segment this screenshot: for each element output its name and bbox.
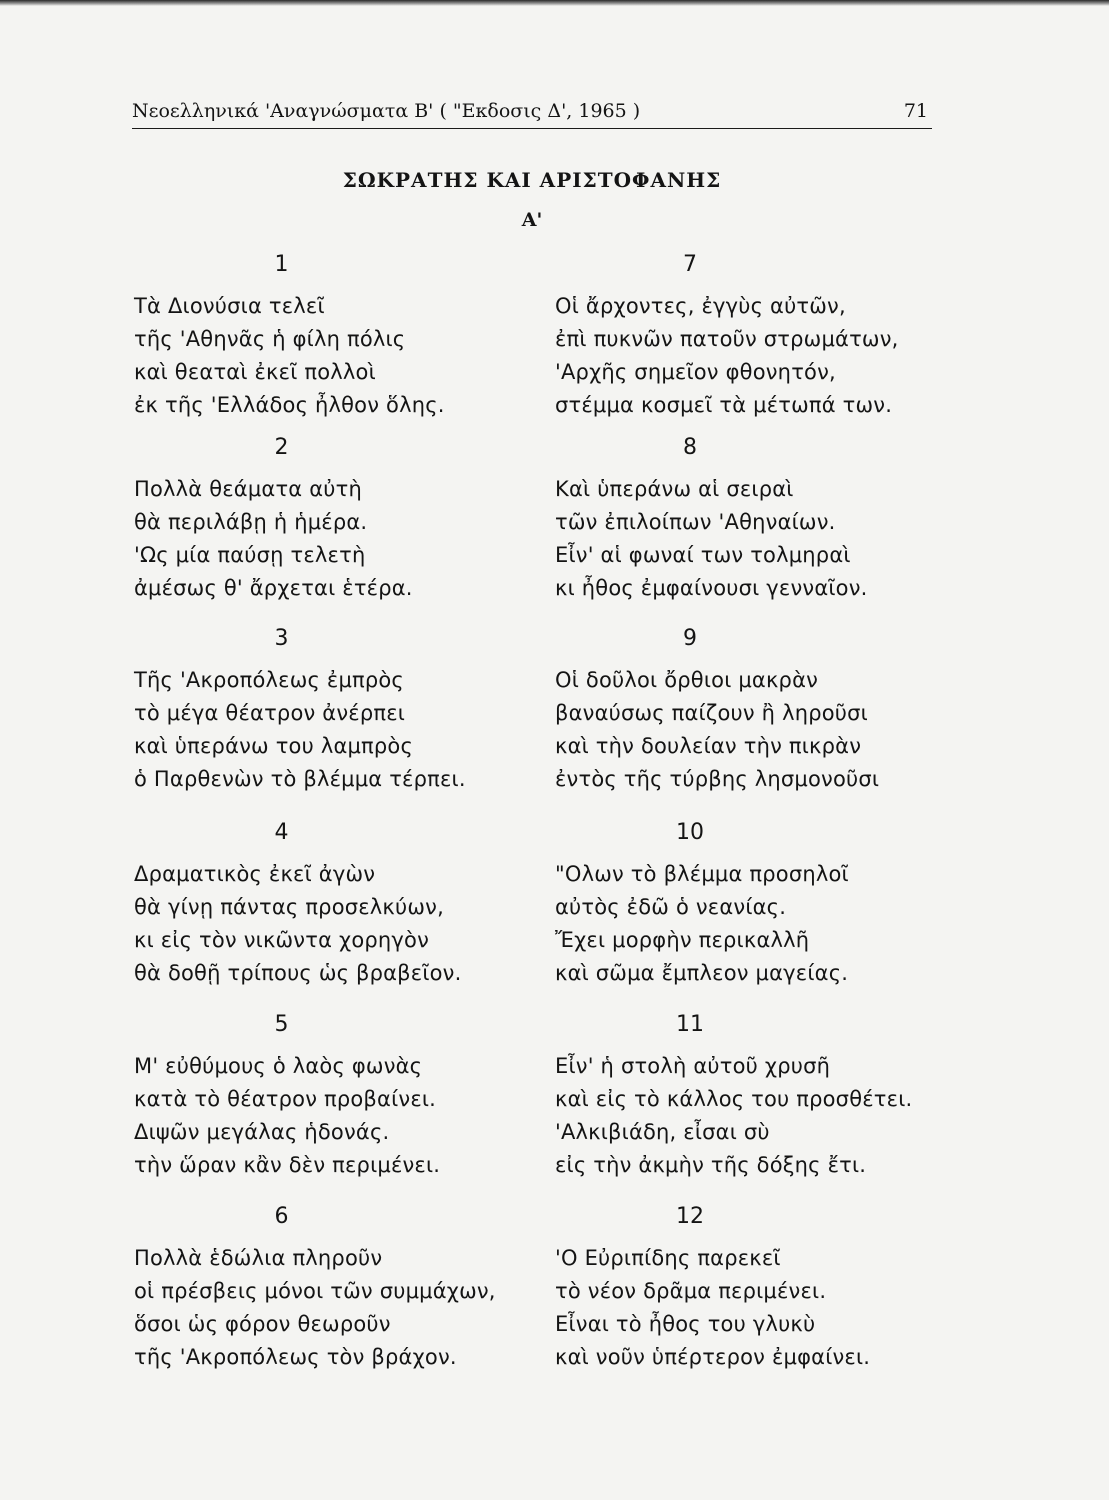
verse-line: ὁ Παρθενὼν τὸ βλέμμα τέρπει. [134,767,466,791]
verse-line: βαναύσως παίζουν ἢ ληροῦσι [555,701,868,725]
verse-line: καὶ τὴν δουλείαν τὴν πικρὰν [555,734,862,758]
stanza-number: 2 [274,435,289,460]
page-header [132,98,932,130]
verse-line: ὅσοι ὡς φόρον θεωροῦν [134,1312,391,1336]
verse-line: 'Αρχῆς σημεῖον φθονητόν, [555,360,836,384]
verse-line: τὸ μέγα θέατρον ἀνέρπει [134,701,406,725]
verse-line: Καὶ ὑπεράνω αἱ σειραὶ [555,477,794,501]
verse-line: Τῆς 'Ακροπόλεως ἐμπρὸς [134,668,404,692]
verse-line: καὶ σῶμα ἔμπλεον μαγείας. [555,961,849,985]
verse-line: Μ' εὐθύμους ὁ λαὸς φωνὰς [134,1054,423,1078]
stanza-number: 6 [274,1204,289,1229]
verse-line: Οἱ δοῦλοι ὄρθιοι μακρὰν [555,668,819,692]
verse-line: αὐτὸς ἐδῶ ὁ νεανίας. [555,895,787,919]
stanza-number: 7 [683,252,697,277]
stanza-number: 4 [274,820,289,845]
page-top-edge [0,0,1109,6]
verse-line: Δραματικὸς ἐκεῖ ἀγὼν [134,862,376,886]
verse-line: Εἶν' αἱ φωναί των τολμηραὶ [555,543,851,567]
verse-line: τῆς 'Ακροπόλεως τὸν βράχον. [134,1345,457,1369]
stanza-number: 1 [274,252,289,277]
verse-line: τὸ νέον δρᾶμα περιμένει. [555,1279,827,1303]
verse-line: Εἶναι τὸ ἦθος του γλυκὺ [555,1312,816,1336]
verse-line: Πολλὰ θεάματα αὐτὴ [134,477,362,501]
stanza-number: 12 [676,1204,704,1229]
verse-line: ἐκ τῆς 'Ελλάδος ἦλθον ὅλης. [134,393,445,417]
stanza-number: 10 [676,820,704,845]
stanza-11 [555,1012,955,1182]
verse-line: 'Ως μία παύσῃ τελετὴ [134,543,366,567]
stanza-number: 9 [683,626,697,651]
verse-line: Οἱ ἄρχοντες, ἐγγὺς αὐτῶν, [555,294,846,318]
stanza-10 [555,820,955,990]
stanza-9 [555,626,955,796]
stanza-number: 11 [676,1012,704,1037]
stanza-12 [555,1204,955,1374]
verse-line: Διψῶν μεγάλας ἡδονάς. [134,1120,390,1144]
verse-line: καὶ νοῦν ὑπέρτερον ἐμφαίνει. [555,1345,871,1369]
stanza-number: 3 [274,626,289,651]
verse-line: θὰ δοθῇ τρίπους ὡς βραβεῖον. [134,961,462,985]
verse-line: ἐπὶ πυκνῶν πατοῦν στρωμάτων, [555,327,899,351]
verse-line: κι ἦθος ἐμφαίνουσι γενναῖον. [555,576,868,600]
running-title: Νεοελληνικά 'Αναγνώσματα Β' ( "Εκδοσις Δ', 1965 ) [132,100,641,122]
verse-line: θὰ περιλάβῃ ἡ ἡμέρα. [134,510,368,534]
stanza-5 [134,1012,534,1182]
stanza-number: 8 [683,435,697,460]
verse-line: Εἶν' ἡ στολὴ αὐτοῦ χρυσῆ [555,1054,831,1078]
verse-line: Πολλὰ ἑδώλια πληροῦν [134,1246,383,1270]
verse-line: "Ολων τὸ βλέμμα προσηλοῖ [555,862,849,886]
verse-line: 'Αλκιβιάδη, εἶσαι σὺ [555,1120,770,1144]
verse-line: Ἔχει μορφὴν περικαλλῆ [555,928,810,952]
stanza-7 [555,252,955,422]
stanza-8 [555,435,955,605]
poem-title: ΣΩΚΡΑΤΗΣ ΚΑΙ ΑΡΙΣΤΟΦΑΝΗΣ [342,168,722,192]
verse-line: στέμμα κοσμεῖ τὰ μέτωπά των. [555,393,893,417]
verse-line: ἐντὸς τῆς τύρβης λησμονοῦσι [555,767,880,791]
verse-line: Τὰ Διονύσια τελεῖ [134,294,325,318]
verse-line: 'Ο Εὐριπίδης παρεκεῖ [555,1246,781,1270]
verse-line: τῆς 'Αθηνᾶς ἡ φίλη πόλις [134,327,406,351]
stanza-6 [134,1204,534,1374]
verse-line: καὶ εἰς τὸ κάλλος του προσθέτει. [555,1087,913,1111]
stanza-number: 5 [274,1012,289,1037]
stanza-1 [134,252,534,422]
verse-line: τὴν ὥραν κἂν δὲν περιμένει. [134,1153,441,1177]
page-number: 71 [903,100,928,122]
stanza-4 [134,820,534,990]
verse-line: θὰ γίνῃ πάντας προσελκύων, [134,895,444,919]
part-marker: Α' [521,209,543,231]
stanza-2 [134,435,534,605]
verse-line: τῶν ἐπιλοίπων 'Αθηναίων. [555,510,836,534]
verse-line: καὶ θεαταὶ ἐκεῖ πολλοὶ [134,360,376,384]
verse-line: ἀμέσως θ' ἄρχεται ἑτέρα. [134,576,413,600]
verse-line: κι εἰς τὸν νικῶντα χορηγὸν [134,928,430,952]
verse-line: καὶ ὑπεράνω του λαμπρὸς [134,734,414,758]
stanza-3 [134,626,534,796]
verse-line: εἰς τὴν ἀκμὴν τῆς δόξης ἔτι. [555,1153,867,1177]
verse-line: οἱ πρέσβεις μόνοι τῶν συμμάχων, [134,1279,496,1303]
header-divider [132,128,932,129]
verse-line: κατὰ τὸ θέατρον προβαίνει. [134,1087,437,1111]
